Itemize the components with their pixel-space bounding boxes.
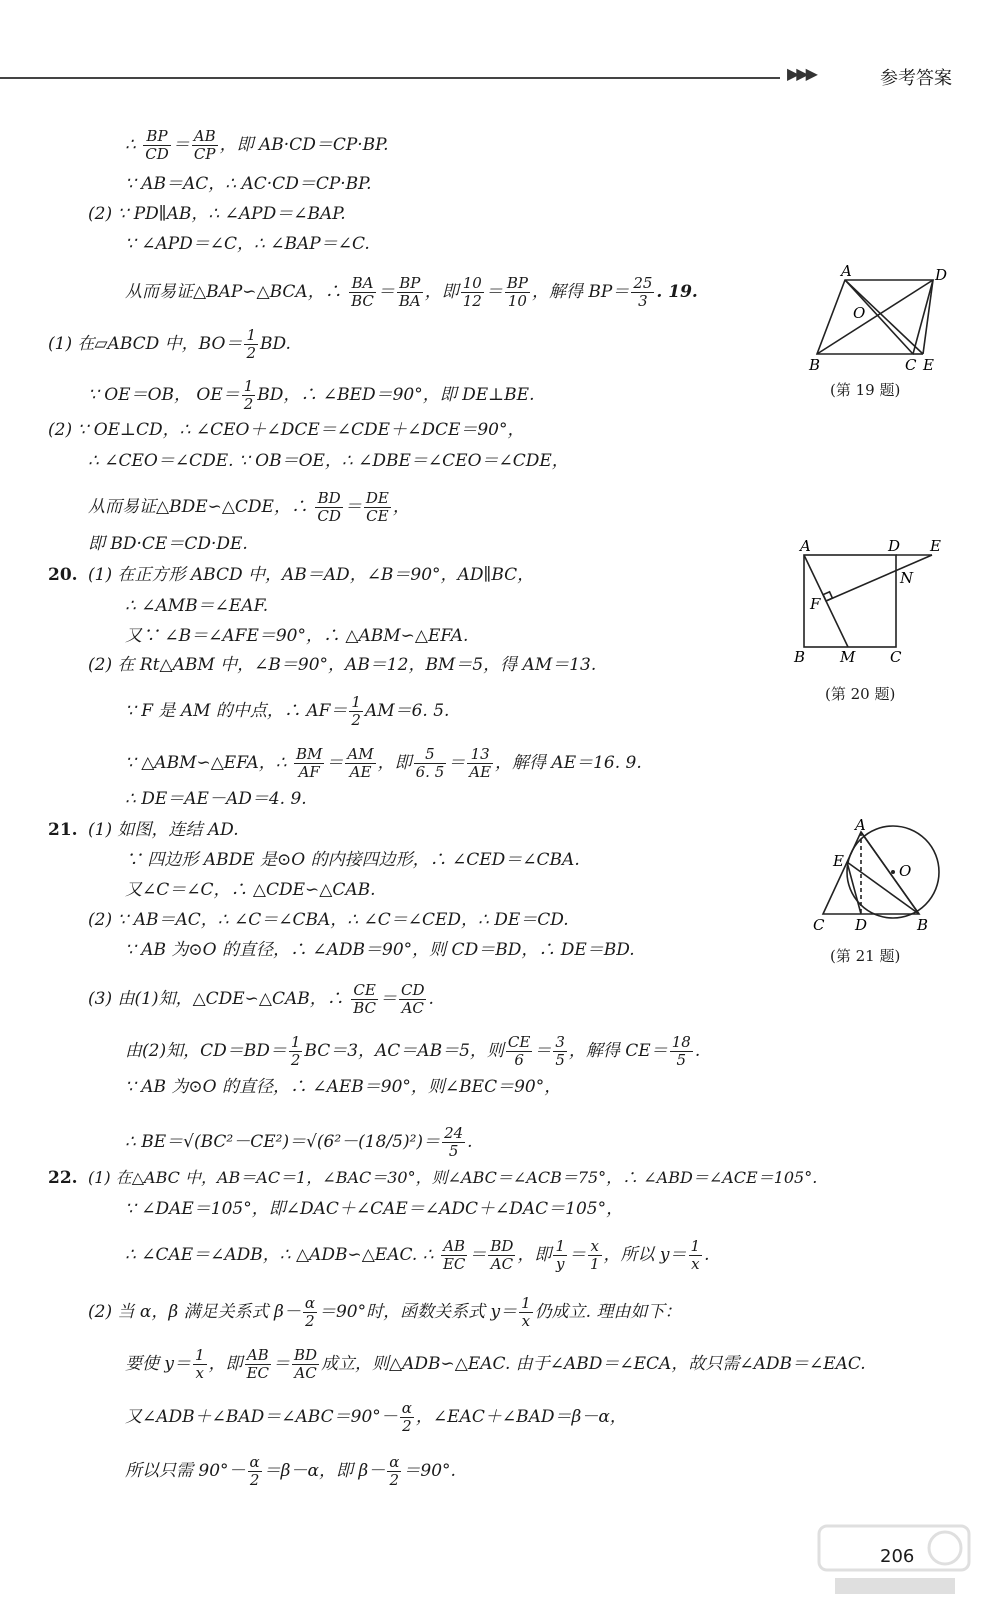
fraction: $\frac{1}{2}$	[243, 377, 254, 413]
figure-19-label: C	[905, 356, 917, 372]
answer-line: ∴ $\frac{BP}{CD}$ ＝ $\frac{AB}{CP}$ ，即 AB·CD＝CP·BP.	[125, 127, 389, 163]
answer-line: 又∠C＝∠C，∴ △CDE∽△CAB.	[125, 880, 376, 900]
figure-21-center-dot	[891, 870, 895, 874]
fraction: $\frac{x}{1}$	[589, 1237, 600, 1273]
question-number: 21.	[48, 820, 78, 840]
fraction: $\frac{1}{y}$	[555, 1237, 565, 1273]
figure-20-label: F	[810, 595, 821, 613]
fraction: $\frac{AM}{AE}$	[347, 745, 374, 781]
fraction: $\frac{AB}{EC}$	[246, 1346, 269, 1382]
fraction: $\frac{\alpha}{2}$	[249, 1453, 260, 1489]
figure-19-diagram	[805, 262, 955, 372]
fraction: $\frac{BM}{AF}$	[296, 745, 323, 781]
fraction: $\frac{BP}{CD}$	[145, 127, 169, 163]
fraction: $\frac{AB}{EC}$	[442, 1237, 466, 1273]
answer-line: 要使 y＝ $\frac{1}{x}$ ，即 $\frac{AB}{EC}$ ＝ $\frac{BD}{AC}$ 成立，则△ADB∽△EAC. 由于∠ABD＝∠ECA，故只需∠ADB＝∠EAC.	[125, 1346, 866, 1382]
figure-20-diagram	[790, 535, 955, 670]
answer-line: ∵ 四边形 ABDE 是⊙O 的内接四边形，∴ ∠CED＝∠CBA.	[125, 850, 580, 870]
fraction: $\frac{13}{AE}$	[469, 745, 492, 781]
answer-line: ∴ ∠CAE＝∠ADB，∴ △ADB∽△EAC. ∴ $\frac{AB}{EC}$ ＝ $\frac{BD}{AC}$ ，即 $\frac{1}{y}$ ＝ $\frac{x}{1}$ ，所以 y＝ $\frac{1}{x}$ .	[125, 1237, 710, 1273]
question-number: 22.	[48, 1168, 78, 1188]
figure-21-label: B	[917, 916, 929, 934]
answer-line: ∴ BE＝√(BC²－CE²)＝√(6²－(18/5)²)＝ $\frac{24}{5}$ .	[125, 1124, 473, 1160]
answer-line: 从而易证△BDE∽△CDE，∴ $\frac{BD}{CD}$ ＝ $\frac{DE}{CE}$ ，	[88, 489, 410, 525]
fraction: $\frac{BD}{AC}$	[294, 1346, 318, 1382]
fraction: $\frac{CE}{6}$	[507, 1033, 531, 1069]
answer-line: 又∠ADB＋∠BAD＝∠ABC＝90°－ $\frac{\alpha}{2}$ ，∠EAC＋∠BAD＝β－α，	[125, 1399, 627, 1435]
figure-20-caption: (第 20 题)	[825, 685, 896, 703]
answer-line: 所以只需 90°－ $\frac{\alpha}{2}$ ＝β－α，即 β－ $\frac{\alpha}{2}$ ＝90°.	[125, 1453, 456, 1489]
question-number: 20.	[48, 565, 78, 585]
answer-line: ∵ F 是 AM 的中点，∴ AF＝ $\frac{1}{2}$ AM＝6. 5.	[125, 693, 450, 729]
fraction: $\frac{BP}{10}$	[506, 274, 528, 310]
answer-line: 从而易证△BAP∽△BCA，∴ $\frac{BA}{BC}$ ＝ $\frac{BP}{BA}$ ，即 $\frac{10}{12}$ ＝ $\frac{BP}{10}$ ，解得 BP＝ $\frac{25}{3}$ . 19.	[125, 274, 698, 310]
answer-line: ∵ AB 为⊙O 的直径，∴ ∠ADB＝90°，则 CD＝BD，∴ DE＝BD.	[125, 940, 635, 960]
figure-20-label: B	[794, 648, 806, 666]
fraction: $\frac{DE}{CE}$	[365, 489, 389, 525]
fraction: $\frac{AB}{CP}$	[193, 127, 216, 163]
fraction: $\frac{CE}{BC}$	[353, 981, 376, 1017]
header-arrows-icon: ▶▶▶	[787, 64, 815, 83]
page-header-title: 参考答案	[880, 68, 952, 89]
figure-20-label: N	[900, 569, 914, 587]
figure-21-caption: (第 21 题)	[830, 947, 901, 965]
fraction: $\frac{18}{5}$	[671, 1033, 691, 1069]
answer-line: ∴ ∠AMB＝∠EAF.	[125, 596, 269, 616]
answer-line: 由(2)知，CD＝BD＝ $\frac{1}{2}$ BC＝3，AC＝AB＝5，则 $\frac{CE}{6}$ ＝ $\frac{3}{5}$ ，解得 CE＝ $\frac{18}{5}$ .	[125, 1033, 701, 1069]
fraction: $\frac{1}{x}$	[690, 1237, 701, 1273]
fraction: $\frac{1}{2}$	[290, 1033, 301, 1069]
fraction: $\frac{\alpha}{2}$	[401, 1399, 412, 1435]
fraction: $\frac{1}{x}$	[521, 1294, 531, 1330]
answer-line: ∵ ∠APD＝∠C，∴ ∠BAP＝∠C.	[125, 234, 370, 254]
fraction: $\frac{3}{5}$	[555, 1033, 565, 1069]
answer-line: (1) 在▱ABCD 中，BO＝ $\frac{1}{2}$ BD.	[48, 326, 291, 362]
figure-21-label: O	[899, 862, 912, 880]
fraction: $\frac{BD}{CD}$	[317, 489, 341, 525]
answer-line: ∴ ∠CEO＝∠CDE. ∵ OB＝OE，∴ ∠DBE＝∠CEO＝∠CDE，	[88, 451, 569, 471]
figure-20-label: D	[888, 537, 901, 555]
fraction: $\frac{25}{3}$	[633, 274, 653, 310]
answer-line: ∵ AB 为⊙O 的直径，∴ ∠AEB＝90°，则∠BEC＝90°，	[125, 1077, 562, 1097]
fraction: $\frac{BA}{BC}$	[351, 274, 374, 310]
answer-line: (2) ∵ OE⊥CD，∴ ∠CEO＋∠DCE＝∠CDE＋∠DCE＝90°，	[48, 420, 525, 440]
answer-line: ∵ ∠DAE＝105°，即∠DAC＋∠CAE＝∠ADC＋∠DAC＝105°，	[125, 1199, 624, 1219]
answer-line: (2) ∵ PD∥AB，∴ ∠APD＝∠BAP.	[88, 204, 346, 224]
figure-19-caption: (第 19 题)	[830, 381, 901, 399]
answer-line: (1) 在△ABC 中，AB＝AC＝1，∠BAC＝30°，则∠ABC＝∠ACB＝75°，∴ ∠ABD＝∠ACE＝105°.	[88, 1168, 818, 1187]
figure-20-label: E	[930, 537, 941, 555]
figure-21-label: C	[813, 916, 825, 934]
fraction: $\frac{1}{2}$	[246, 326, 256, 362]
figure-19-label: E	[923, 356, 934, 372]
figure-21-diagram	[805, 818, 955, 938]
fraction: $\frac{10}{12}$	[462, 274, 482, 310]
answer-line: 又∵ ∠B＝∠AFE＝90°，∴ △ABM∽△EFA.	[125, 626, 469, 646]
header-rule	[0, 77, 780, 79]
figure-19-label: D	[935, 266, 948, 284]
answer-line: ∵ △ABM∽△EFA，∴ $\frac{BM}{AF}$ ＝ $\frac{AM}{AE}$ ，即 $\frac{5}{6. 5}$ ＝ $\frac{13}{AE}$ ，解得 AE＝16. 9.	[125, 745, 642, 781]
fraction: $\frac{\alpha}{2}$	[389, 1453, 400, 1489]
figure-19-label: O	[853, 304, 866, 322]
fraction: $\frac{1}{x}$	[195, 1346, 205, 1382]
answer-line: (3) 由(1)知，△CDE∽△CAB，∴ $\frac{CE}{BC}$ ＝ $\frac{CD}{AC}$ .	[88, 981, 434, 1017]
figure-21-label: A	[855, 818, 866, 834]
answer-line: (2) 在 Rt△ABM 中，∠B＝90°，AB＝12，BM＝5，得 AM＝13.	[88, 655, 597, 675]
figure-21-label: E	[833, 852, 844, 870]
figure-21-label: D	[855, 916, 868, 934]
fraction: $\frac{BD}{AC}$	[490, 1237, 514, 1273]
fraction: $\frac{5}{6. 5}$	[415, 745, 445, 781]
answer-line: (1) 在正方形 ABCD 中，AB＝AD，∠B＝90°，AD∥BC，	[88, 565, 535, 585]
answer-line: ∴ DE＝AE－AD＝4. 9.	[125, 789, 307, 809]
fraction: $\frac{BP}{BA}$	[398, 274, 421, 310]
figure-20-label: A	[800, 537, 811, 555]
fraction: $\frac{\alpha}{2}$	[304, 1294, 315, 1330]
figure-20-label: M	[840, 648, 856, 666]
page-number: 206	[880, 1546, 915, 1567]
fraction: $\frac{1}{2}$	[351, 693, 361, 729]
answer-line: (2) 当 α，β 满足关系式 β－ $\frac{\alpha}{2}$ ＝90°时，函数关系式 y＝ $\frac{1}{x}$ 仍成立. 理由如下：	[88, 1294, 682, 1330]
figure-19-label: B	[809, 356, 821, 372]
fraction: $\frac{24}{5}$	[444, 1124, 464, 1160]
answer-line: (1) 如图，连结 AD.	[88, 820, 239, 840]
answer-line: ∵ AB＝AC，∴ AC·CD＝CP·BP.	[125, 174, 372, 194]
answer-line: ∵ OE＝OB， OE＝ $\frac{1}{2}$ BD，∴ ∠BED＝90°，即 DE⊥BE.	[88, 377, 535, 413]
fraction: $\frac{CD}{AC}$	[400, 981, 425, 1017]
answer-line: 即 BD·CE＝CD·DE.	[88, 534, 248, 554]
answer-line: (2) ∵ AB＝AC，∴ ∠C＝∠CBA，∴ ∠C＝∠CED，∴ DE＝CD.	[88, 910, 569, 930]
figure-20-label: C	[890, 648, 902, 666]
figure-19-label: A	[841, 262, 852, 280]
